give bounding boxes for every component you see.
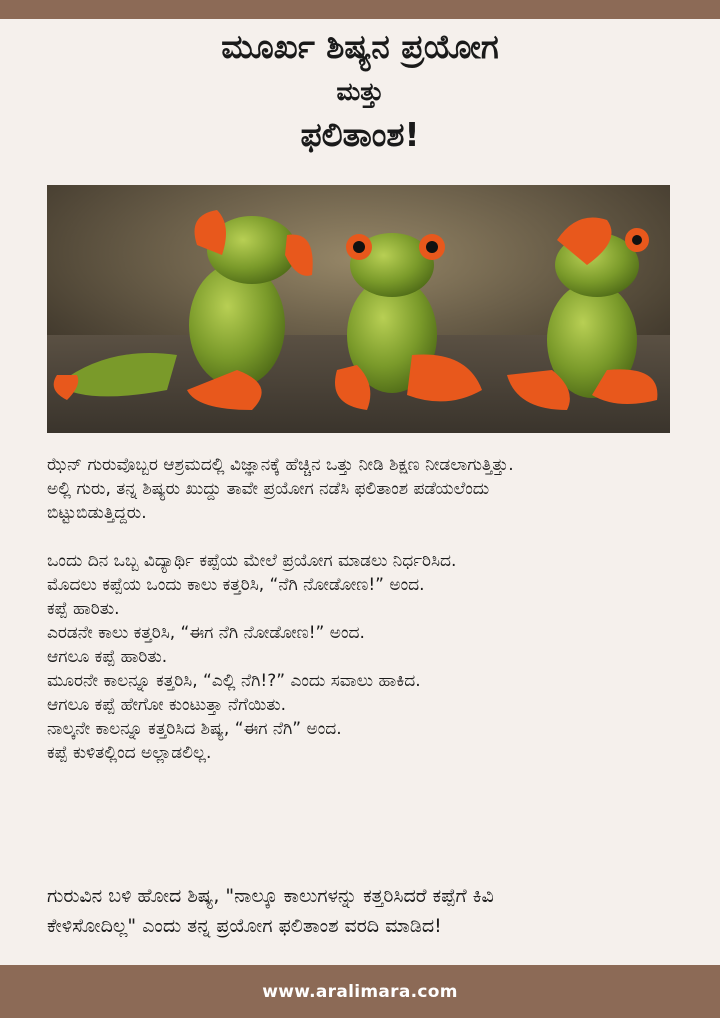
story-body [47,453,687,765]
story-ending [47,881,687,941]
paragraph-spacer [47,525,687,549]
story-line: ಎರಡನೇ ಕಾಲು ಕತ್ತರಿಸಿ, “ಈಗ ನೆಗಿ ನೋಡೋಣ!” ಅಂದ. [47,623,365,643]
title-block [0,24,720,158]
page-title-line1: ಮೂರ್ಖ ಶಿಷ್ಯನ ಪ್ರಯೋಗ [221,27,499,66]
story-line: ಮೊದಲು ಕಪ್ಪೆಯ ಒಂದು ಕಾಲು ಕತ್ತರಿಸಿ, “ನೆಗಿ ನೋಡೋಣ!” ಅಂದ. [47,575,425,595]
top-color-band [0,0,720,19]
footer-band [0,965,720,1018]
page-title-line3: ಫಲಿತಾಂಶ! [300,115,420,154]
story-paragraph-intro [47,453,687,525]
story-line: ಆಗಲೂ ಕಪ್ಪೆ ಹಾರಿತು. [47,647,168,667]
story-line: ಅಲ್ಲಿ ಗುರು, ತನ್ನ ಶಿಷ್ಯರು ಖುದ್ದು ತಾವೇ ಪ್ರಯೋಗ ನಡೆಸಿ ಫಲಿತಾಂಶ ಪಡೆಯಲೆಂದು [47,479,490,499]
story-line: ಬಿಟ್ಟುಬಿಡುತ್ತಿದ್ದರು. [47,503,147,523]
story-line: ನಾಲ್ಕನೇ ಕಾಲನ್ನೂ ಕತ್ತರಿಸಿದ ಶಿಷ್ಯ, “ಈಗ ನೆಗಿ” ಅಂದ. [47,719,342,739]
website-link[interactable]: www.aralimara.com [262,981,458,1002]
story-paragraph-experiment [47,549,687,765]
frogs-hero-image [47,185,670,433]
story-line: ಕಪ್ಪೆ ಕುಳಿತಲ್ಲಿಂದ ಅಲ್ಲಾಡಲಿಲ್ಲ. [47,743,212,763]
story-line: ಝೆನ್ ಗುರುವೊಬ್ಬರ ಆಶ್ರಮದಲ್ಲಿ ವಿಜ್ಞಾನಕ್ಕೆ ಹೆಚ್ಚಿನ ಒತ್ತು ನೀಡಿ ಶಿಕ್ಷಣ ನೀಡಲಾಗುತ್ತಿತ್ತು. [47,455,514,475]
story-line: ಆಗಲೂ ಕಪ್ಪೆ ಹೇಗೋ ಕುಂಟುತ್ತಾ ನೆಗೆಯಿತು. [47,695,287,715]
ending-line: ಕೇಳಿಸೋದಿಲ್ಲ" ಎಂದು ತನ್ನ ಪ್ರಯೋಗ ಫಲಿತಾಂಶ ವರದಿ ಮಾಡಿದ! [47,915,442,937]
story-line: ಮೂರನೇ ಕಾಲನ್ನೂ ಕತ್ತರಿಸಿ, “ಎಲ್ಲಿ ನೆಗಿ!?” ಎಂದು ಸವಾಲು ಹಾಕಿದ. [47,671,421,691]
page-title-line2: ಮತ್ತು [336,77,384,106]
story-line: ಕಪ್ಪೆ ಹಾರಿತು. [47,599,120,619]
ending-line: ಗುರುವಿನ ಬಳಿ ಹೋದ ಶಿಷ್ಯ, "ನಾಲ್ಕೂ ಕಾಲುಗಳನ್ನು ಕತ್ತರಿಸಿದರೆ ಕಪ್ಪೆಗೆ ಕಿವಿ [47,885,494,907]
story-line: ಒಂದು ದಿನ ಒಬ್ಬ ವಿದ್ಯಾರ್ಥಿ ಕಪ್ಪೆಯ ಮೇಲೆ ಪ್ರಯೋಗ ಮಾಡಲು ನಿರ್ಧರಿಸಿದ. [47,551,457,571]
